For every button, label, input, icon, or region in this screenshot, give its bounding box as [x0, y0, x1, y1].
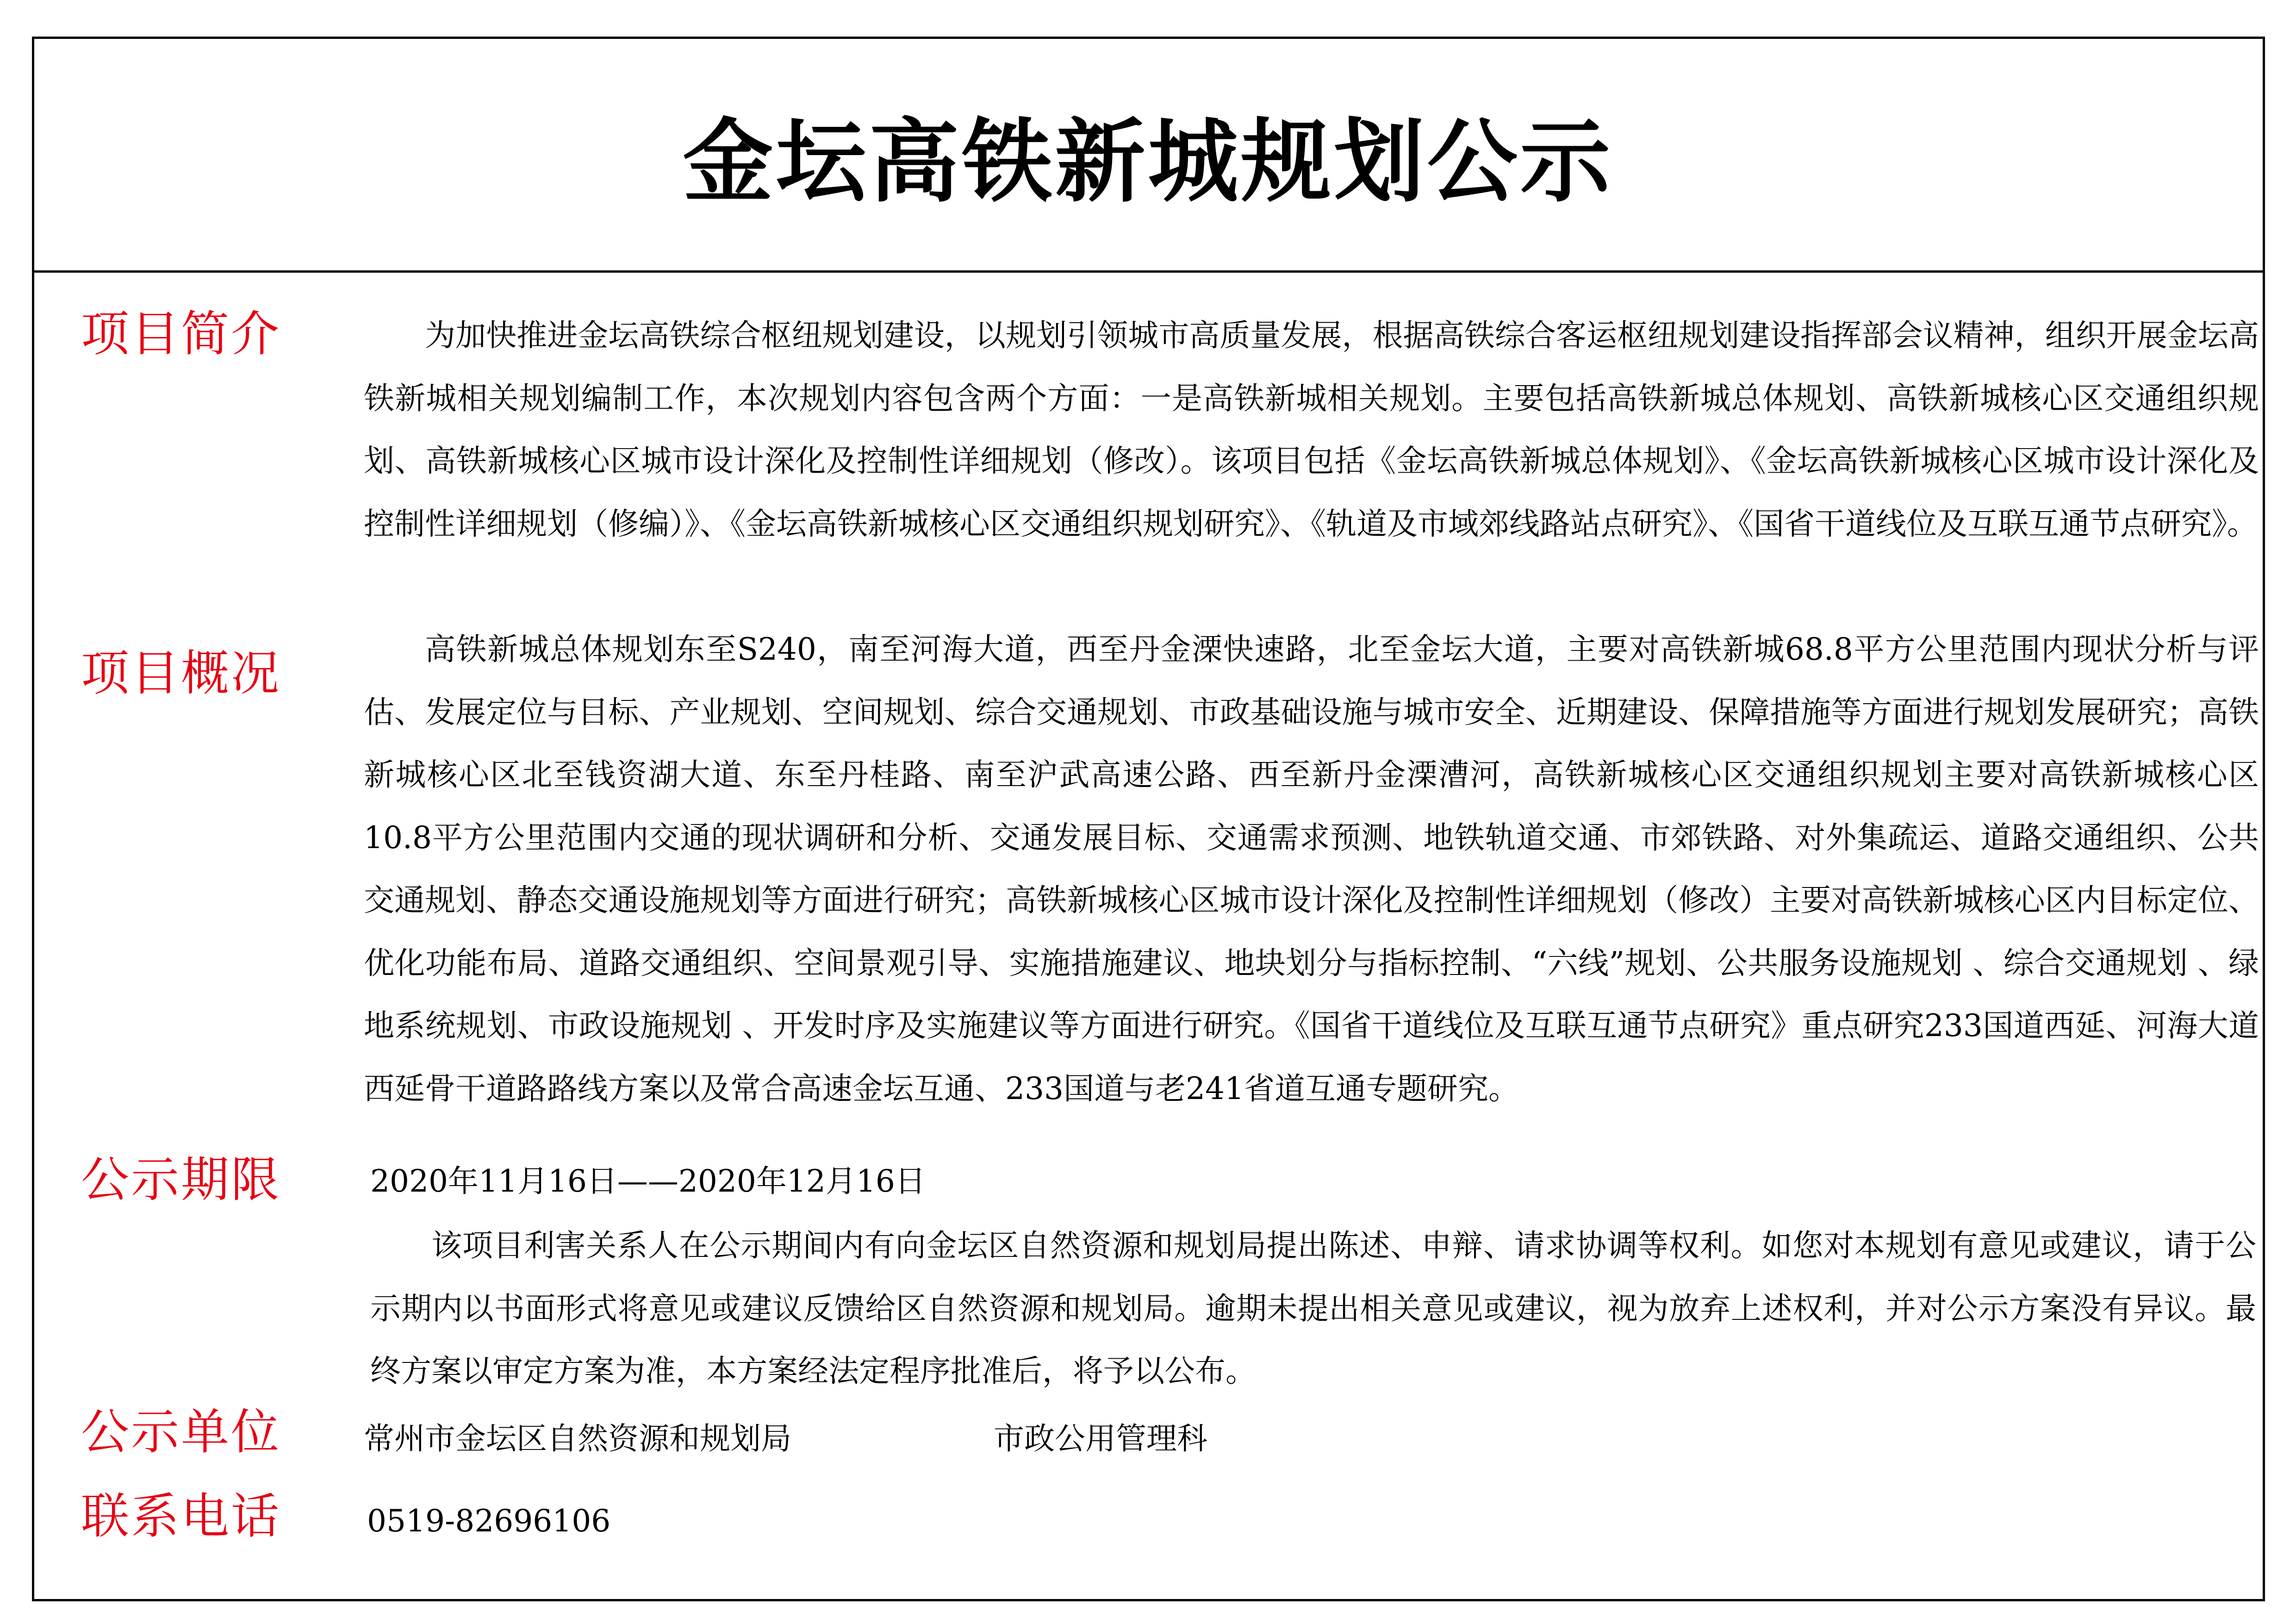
- title-divider: [32, 270, 2265, 273]
- overview-paragraph: 高铁新城总体规划东至S240，南至河海大道，西至丹金溧快速路，北至金坛大道，主要对高铁新城68.8平方公里范围内现状分析与评估、发展定位与目标、产业规划、空间规划、综合交通规划、市政基础设施与城市安全、近期建设、保障措施等方面进行规划发展研究；高铁新城核心区北至钱资湖大道、东至丹桂路、南至沪武高速公路、西至新丹金溧漕河，高铁新城核心区交通组织规划主要对高铁新城核心区10.8平方公里范围内交通的现状调研和分析、交通发展目标、交通需求预测、地铁轨道交通、市郊铁路、对外集疏运、道路交通组织、公共交通规划、静态交通设施规划等方面进行研究；高铁新城核心区城市设计深化及控制性详细规划（修改）主要对高铁新城核心区内目标定位、优化功能布局、道路交通组织、空间景观引导、实施措施建议、地块划分与指标控制、“六线”规划、公共服务设施规划 、综合交通规划 、绿地系统规划、市政设施规划 、开发时序及实施建议等方面进行研究。《国省干道线位及互联互通节点研究》重点研究233国道西延、河海大道西延骨干道路路线方案以及常合高速金坛互通、233国道与老241省道互通专题研究。: [364, 631, 2259, 1106]
- phone-number: 0519-82696106: [367, 1503, 611, 1539]
- intro-paragraph: 为加快推进金坛高铁综合枢纽规划建设，以规划引领城市高质量发展，根据高铁综合客运枢纽规划建设指挥部会议精神，组织开展金坛高铁新城相关规划编制工作，本次规划内容包含两个方面：一是高铁新城相关规划。主要包括高铁新城总体规划、高铁新城核心区交通组织规划、高铁新城核心区城市设计深化及控制性详细规划（修改）。该项目包括《金坛高铁新城总体规划》、《金坛高铁新城核心区城市设计深化及控制性详细规划（修编）》、《金坛高铁新城核心区交通组织规划研究》、《轨道及市域郊线路站点研究》、《国省干道线位及互联互通节点研究》。: [364, 318, 2259, 542]
- phone-label: 联系电话: [81, 1488, 281, 1544]
- period-paragraph: 该项目利害关系人在公示期间内有向金坛区自然资源和规划局提出陈述、申辩、请求协调等权利。如您对本规划有意见或建议，请于公示期内以书面形式将意见或建议反馈给区自然资源和规划局。逾期未提出相关意见或建议，视为放弃上述权利，并对公示方案没有异议。最终方案以审定方案为准，本方案经法定程序批准后，将予以公布。: [370, 1228, 2256, 1389]
- unit-dept: 市政公用管理科: [994, 1421, 1207, 1456]
- overview-block: [364, 618, 2259, 1120]
- page-title: 金坛高铁新城规划公示: [683, 109, 1613, 214]
- intro-label: 项目简介: [81, 306, 281, 362]
- unit-org: 常州市金坛区自然资源和规划局: [364, 1421, 791, 1456]
- unit-label: 公示单位: [81, 1404, 281, 1460]
- period-label: 公示期限: [81, 1151, 281, 1208]
- period-block: [370, 1214, 2256, 1403]
- period-dates: 2020年11月16日——2020年12月16日: [370, 1163, 926, 1199]
- overview-label: 项目概况: [81, 645, 281, 701]
- intro-block: [364, 304, 2259, 555]
